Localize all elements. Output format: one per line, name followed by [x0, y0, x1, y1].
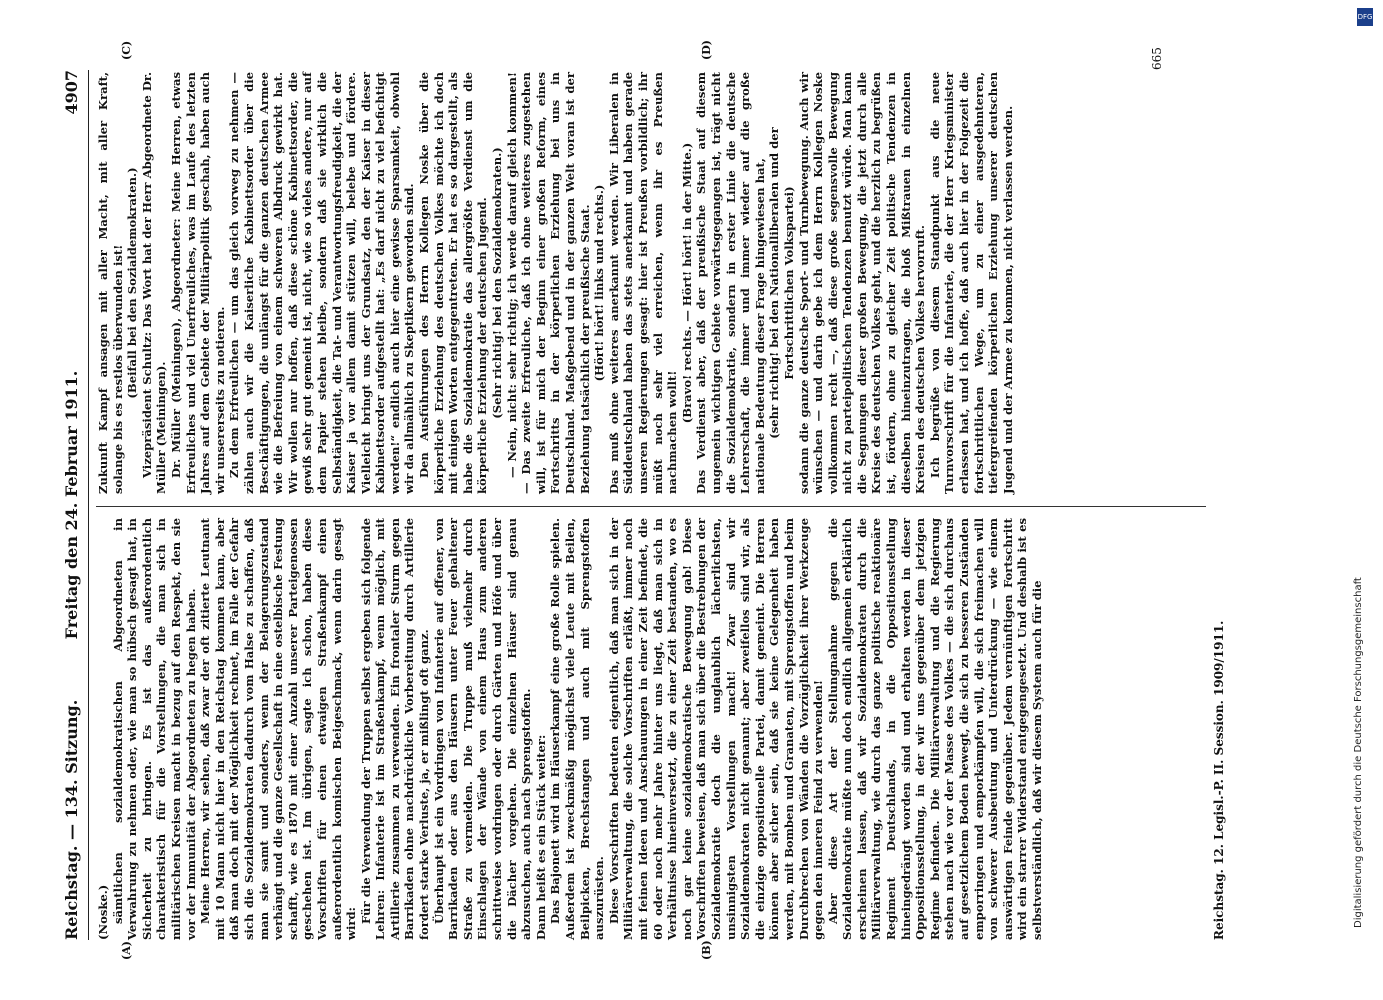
margin-mark-b: (B) [700, 940, 713, 960]
paragraph: — Nein, nicht: sehr richtig; ich werde darauf gleich kommen! — Das zweite Erfreuliche, daß ich ohne weiteres zugestehen will, ist für mich der Beginn einer großen Reform, eines Fortschritts in der körperlichen Erziehung bei uns in Deutschland. Maßgebend und in der ganzen Welt voran ist der Beziehung tatsächlich der preußische Staat. [504, 72, 592, 494]
margin-mark-d: (D) [700, 40, 713, 60]
page-signature: 665 [1150, 47, 1164, 70]
quote-paragraph: Überhaupt ist ein Vordringen von Infanterie auf offener, von Barrikaden oder aus den Häusern unter Feuer gehaltener Straße zu vermeiden. Die Truppe muß vielmehr durch Einschlagen der Wände von einem Haus zum anderen schrittweise vordringen oder durch Gärten und Höfe und über die Dächer vorgehen. Die einzelnen Häuser sind genau abzusuchen, auch nach Sprengstoffen. [431, 518, 534, 940]
header-center: Freitag den 24. Februar 1911. [62, 370, 81, 640]
page-header [58, 70, 88, 940]
interjection: (Hört! hört! links und rechts.) [592, 184, 607, 382]
interjection: (Bravo! rechts. — Hört! hört! in der Mitte.) [679, 142, 694, 424]
column-right [96, 72, 1015, 494]
column-divider [96, 506, 1206, 507]
speaker-tag: (Noske.) [96, 884, 110, 940]
paragraph: Ich begrüße von diesem Standpunkt aus die neue Turnvorschrift für die Infanterie, die der Herr Kriegsminister erlassen hat, und ich hoffe, daß auch hier in der Folgezeit die fortschrittlichen Wege, um zu einer ausgedehnteren, tiefergreifenden körperlichen Erziehung unserer deutschen Jugend und der Armee zu kommen, nicht verlassen werden. [927, 72, 1015, 494]
page-footer: Reichstag. 12. Legisl.-P. II. Session. 1909/1911. [1212, 620, 1226, 940]
paragraph: sämtlichen sozialdemokratischen Abgeordneten in Verwahrung zu nehmen oder, wie man so hübsch gesagt hat, in Sicherheit zu bringen. Es ist das außerordentlich charakteristisch für die Vorstellungen, die man sich in militärischen Kreisen macht in bezug auf den Respekt, den sie vor der Immunität der Abgeordneten zu hegen haben. [110, 518, 198, 940]
interjection: (sehr richtig! bei den Nationalliberalen und der Fortschrittlichen Volkspartei) [767, 127, 796, 439]
paragraph: Meine Herren, wir sehen, daß zwar der oft zitierte Leutnant mit 10 Mann nicht hier in den Reichstag kommen kann, aber daß man doch mit der Möglichkeit rechnet, im Falle der Gefahr sich die Sozialdemokraten dadurch vom Halse zu schaffen, daß man sie samt und sonders, wenn der Belagerungszustand verhängt und die ganze Gesellschaft in eine ostelbische Festung schafft, wie es 1870 mit einer Anzahl unserer Parteigenossen geschehen ist. Im übrigen, sagte ich schon, haben diese Vorschriften für einen etwaigen Straßenkampf einen außerordentlich komischen Beigeschmack, wenn darin gesagt wird: [198, 518, 359, 940]
header-rule [88, 70, 89, 940]
paragraph: Den Ausführungen des Herrn Kollegen Noske über die körperliche Erziehung des deutschen Volkes möchte ich doch mit einigen Worten entgegentreten. Er hat es so dargestellt, als habe die Sozialdemokratie das allergrößte Verdienst um die körperliche Erziehung der deutschen Jugend. [417, 72, 490, 494]
paragraph: Vizepräsident Schultz: Das Wort hat der Herr Abgeordnete Dr. Müller (Meiningen). [139, 72, 169, 494]
paragraph: Das muß ohne weiteres anerkannt werden. Wir Liberalen in Süddeutschland haben das stets anerkannt und haben gerade unseren Regierungen gesagt: hier ist Preußen vorbildlich; ihr müßt noch sehr viel erreichen, wenn ihr es Preußen nachmachen wollt! [606, 72, 680, 494]
paragraph: Aber diese Art der Stellungnahme gegen die Sozialdemokratie müßte nun doch endlich allgemein erklärlich erscheinen lassen, daß wir Sozialdemokraten durch die Militärverwaltung, wie durch das ganze politische reaktionäre Regiment Deutschlands, in die Oppositionsstellung hineingedrängt worden sind und erhalten werden in dieser Oppositionsstellung, in der wir uns gegenüber dem jetzigen Regime befinden. Die Militärverwaltung und die Regierung stehen nach wie vor der Masse des Volkes — die sich durchaus auf gesetzlichem Boden bewegt, die sich zu besseren Zuständen emporringen und emporkämpfen will, die sich freimachen will von schwerer Ausbeutung und Unterdrückung — wie einem auswärtigen Feinde gegenüber. Jedem vernünftigen Fortschritt wird ein starrer Widerstand entgegengesetzt. Und deshalb ist es selbstverständlich, daß wir diesem System auch für die [825, 518, 1044, 940]
header-left: Reichstag. — 134. Sitzung. [62, 699, 81, 940]
paragraph: Zukunft Kampf ansagen mit aller Macht, mit aller Kraft, solange bis es restlos überwunden ist! [96, 72, 125, 494]
paragraph: Dann heißt es ein Stück weiter: [533, 734, 548, 940]
side-note-text: Digitalisierung gefördert durch die Deutsche Forschungsgemeinschaft [1353, 577, 1364, 928]
interjection: (Sehr richtig! bei den Sozialdemokraten.) [490, 147, 505, 419]
interjection: (Beifall bei den Sozialdemokraten.) [125, 167, 140, 399]
column-left [96, 518, 1045, 940]
paragraph: Zu dem Erfreulichen — um das gleich vorweg zu nehmen — zählen auch wir die Kaiserliche Kabinettsorder über die Beschäftigungen, die unlängst für die ganzen deutschen Armee wie die Befreiung von einem schweren Albdruck gewirkt hat. Wir wollen nur hoffen, daß diese schöne Kabinettsorder, die gewiß sehr gut gemeint ist, nicht, wie so vieles andere, nur auf dem Papier stehen bleibe, sondern daß sie wirklich die Selbständigkeit, die Tat- und Verantwortungsfreudigkeit, die der Kaiser ja vor allem damit stützen will, belebe und fördere. Vielleicht bringt uns der Grundsatz, den der Kaiser in dieser Kabinettsorder aufgestellt hat: „Es darf nicht zu viel befichtigt werden!“ endlich auch hier eine gewisse Sparsamkeit, obwohl wir da allmählich zu Skeptikern geworden sind. [227, 72, 417, 494]
paragraph: Das Verdienst aber, daß der preußische Staat auf diesem ungemein wichtigen Gebiete vorwärtsgegangen ist, trägt nicht die Sozialdemokratie, sondern in erster Linie die deutsche Lehrerschaft, die immer und immer wieder auf die große nationale Bedeutung dieser Frage hingewiesen hat, [694, 72, 767, 494]
paragraph: sodann die ganze deutsche Sport- und Turnbewegung. Auch wir wünschen — und darin gebe ich dem Herrn Kollegen Noske vollkommen recht —, daß diese große segensvolle Bewegung nicht zu parteipolitischen Tendenzen benutzt würde. Man kann die Segnungen dieser großen Bewegung, die jetzt durch alle Kreise des deutschen Volkes geht, und die herzlich zu begrüßen ist, fördern, ohne zu gleicher Zeit politische Tendenzen in dieselben hineinzutragen, die bloß Mißtrauen in einzelnen Kreisen des deutschen Volkes hervorruft. [796, 72, 928, 494]
margin-mark-c: (C) [120, 40, 133, 60]
dfg-logo: DFG [1357, 8, 1373, 26]
quote-paragraph: Das Bajonett wird im Häuserkampf eine große Rolle spielen. Außerdem ist zweckmäßig möglichst viele Leute mit Beilen, Beilpicken, Brechstangen und auch mit Sprengstoffen auszurüsten. [548, 518, 607, 940]
header-page-number: 4907 [62, 70, 81, 115]
paragraph: Diese Vorschriften bedeuten eigentlich, daß man sich in der Militärverwaltung, die solche Vorschriften erläßt, immer noch mit feinen Ideen und Anschauungen in einer Zeit befindet, die 60 oder noch mehr Jahre hinter uns liegt, daß man sich in Verhältnisse hineinversetzt, die zu einer Zeit bestanden, wo es noch gar keine sozialdemokratische Bewegung gab! Diese Vorschriften beweisen, daß man sich über die Bestrebungen der Sozialdemokratie doch die unglaublich lächerlichsten, unsinnigsten Vorstellungen macht! Zwar sind wir Sozialdemokraten nicht genannt; aber zweifellos sind wir, als die einzige oppositionelle Partei, damit gemeint. Die Herren können aber sicher sein, daß sie keine Gelegenheit haben werden, mit Bomben und Granaten, mit Sprengstoffen und beim Durchbrechen von Wänden die Vorzüglichkeit ihrer Werkzeuge gegen den inneren Feind zu verwenden! [606, 518, 826, 940]
paragraph: Dr. Müller (Meiningen), Abgeordneter: Meine Herren, etwas Erfreuliches und viel Unerfreuliches, was im Laufe des letzten Jahres auf dem Gebiete der Militärpolitik geschah, haben auch wir unsererseits zu notieren. [168, 72, 227, 494]
side-note [1353, 28, 1375, 988]
quote-paragraph: Für die Verwendung der Truppen selbst ergeben sich folgende Lehren: Infanterie ist im Straßenkampf, wenn möglich, mit Artillerie zusammen zu verwenden. Ein frontaler Sturm gegen Barrikaden ohne nachdrückliche Vorbereitung durch Artillerie fordert starke Verluste, ja, er mißlingt oft ganz. [358, 518, 432, 940]
margin-mark-a: (A) [120, 941, 133, 960]
